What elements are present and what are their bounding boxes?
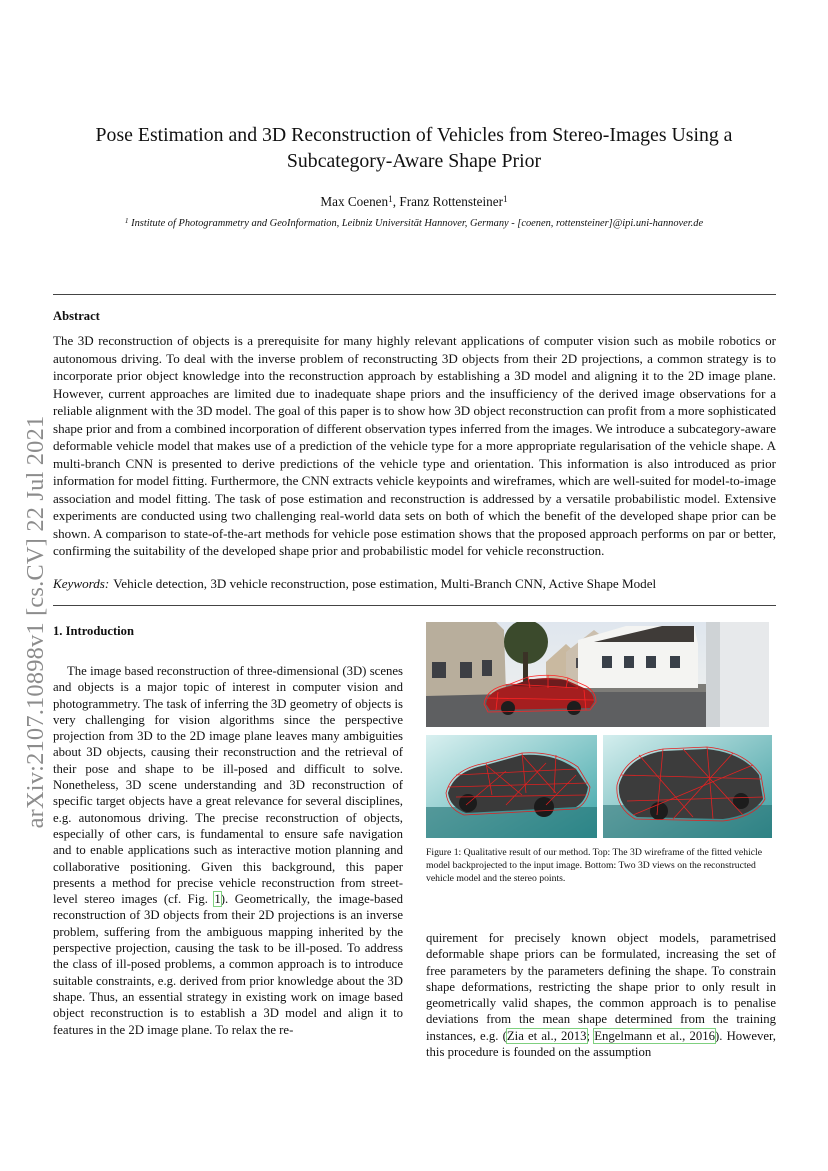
street-scene-illustration bbox=[426, 622, 769, 727]
arxiv-stamp bbox=[22, 372, 50, 872]
figure-1-caption: Figure 1: Qualitative result of our method. Top: The 3D wireframe of the fitted vehicle model backprojected to the input image. Bottom: Two 3D views on the reconstructed vehicle model and the stereo points. bbox=[426, 847, 763, 884]
figure-3d-view-right bbox=[603, 735, 772, 838]
divider-bottom bbox=[53, 605, 776, 606]
point-cloud-view-2 bbox=[603, 735, 772, 838]
intro-paragraph: The image based reconstruction of three-dimensional (3D) scenes and objects is a major topic of interest in computer vision and photogrammetry. The task of inferring the 3D geometry of objects is very challenging for vision algorithms since the perspective projection from 3D to the 2D image plane leaves many ambiguities about 3D objects, causing their reconstruction and the retrieval of their pose and shape to be ill-posed and difficult to solve. Nonetheless, 3D scene understanding and 3D reconstruction of specific target objects have a great relevance for several disciplines, e.g. autonomous driving. The precise reconstruction of objects, especially of other cars, is fundamental to ensure safe navigation and to enable applications such as interactive motion planning and collaborative positioning. Given this background, this paper presents a method for precise vehicle reconstruction from street-level stereo images (cf. Fig. 1). Geometrically, the image-based reconstruction of 3D objects from their 2D projections is an inverse problem, suffering from the ambiguous mapping inherited by the perspective projection, causing the task to be ill-posed. To address the class of ill-posed problems, a common approach is to introduce suitable constraints, e.g. derived from prior knowledge about the 3D shape. Thus, an essential strategy in existing work on image based object reconstruction is to establish a 3D model and align it to features in the 2D image plane. To relax the re- bbox=[53, 664, 404, 1037]
author-line: Max Coenen$^1$, Franz Rottensteiner$^1$ bbox=[320, 193, 508, 209]
abstract-heading: Abstract bbox=[53, 309, 100, 323]
paper-title: Pose Estimation and 3D Reconstruction of Vehicles from Stereo-Images Using a Subcategory-Aware Shape Prior bbox=[95, 124, 733, 172]
keywords-label: Keywords: bbox=[53, 576, 110, 591]
point-cloud-view-1 bbox=[426, 735, 597, 838]
section-heading-introduction: 1. Introduction bbox=[53, 624, 134, 638]
abstract-body: The 3D reconstruction of objects is a prerequisite for many highly relevant applications of computer vision such as mobile robotics or autonomous driving. To deal with the inverse problem of reconstructing 3D objects from their 2D projections, a common strategy is to incorporate prior object knowledge into the reconstruction approach by establishing a 3D model and aligning it to the 2D image plane. However, current approaches are limited due to inadequate shape priors and the insufficiency of the derived image observations for a reliable alignment with the 3D model. The goal of this paper is to show how 3D object reconstruction can profit from a more sophisticated shape prior and from a combined incorporation of different observation types inferred from the images. We introduce a subcategory-aware deformable vehicle model that makes use of a prediction of the vehicle type for a more appropriate regularisation of the vehicle shape. A multi-branch CNN is presented to derive predictions of the vehicle type and orientation. This information is also introduced as prior information for model fitting. Furthermore, the CNN extracts vehicle keypoints and wireframes, which are well-suited for model-to-image association and model fitting. The task of pose estimation and reconstruction is addressed by a versatile probabilistic model. Extensive experiments are conducted using two challenging real-world data sets on both of which the benefit of the developed shape prior can be shown. A comparison to state-of-the-art methods for vehicle pose estimation shows that the proposed approach performs on par or better, confirming the suitability of the developed shape prior and probabilistic model for vehicle reconstruction. bbox=[53, 333, 776, 558]
arxiv-stamp-text: arXiv:2107.10898v1 [cs.CV] 22 Jul 2021 bbox=[22, 415, 49, 829]
intro-left-column bbox=[53, 663, 403, 1038]
author-2: Franz Rottensteiner bbox=[399, 194, 503, 209]
figure-street-scene-image bbox=[426, 622, 769, 727]
figure-3d-view-left bbox=[426, 735, 597, 838]
keywords bbox=[53, 576, 776, 592]
intro-right-column bbox=[426, 930, 776, 1060]
figure-reference-link[interactable]: 1 bbox=[214, 892, 221, 907]
citation-engelmann-2016[interactable]: Engelmann et al., 2016 bbox=[594, 1028, 715, 1043]
citation-zia-2013[interactable]: Zia et al., 2013 bbox=[506, 1028, 587, 1043]
author-1: Max Coenen bbox=[320, 194, 389, 209]
divider-top bbox=[53, 294, 776, 295]
intro-paragraph-continued: quirement for precisely known object models, parametrised deformable shape priors can be formulated, increasing the set of free parameters by the parameters defining the shape. To constrain shape deformations, restricting the shape prior to only result in geometrically valid shapes, the common approach is to penalise deviations from the mean shape determined from the training instances, e.g. (Zia et al., 2013; Engelmann et al., 2016). However, this procedure is founded on the assumption bbox=[426, 931, 776, 1060]
affiliation: $^1$ Institute of Photogrammetry and GeoInformation, Leibniz Universität Hannover, Germany - [coenen, rottensteiner]@ipi.uni-hannover.de bbox=[124, 216, 704, 229]
keywords-text: Vehicle detection, 3D vehicle reconstruction, pose estimation, Multi-Branch CNN, Active Shape Model bbox=[113, 576, 657, 591]
